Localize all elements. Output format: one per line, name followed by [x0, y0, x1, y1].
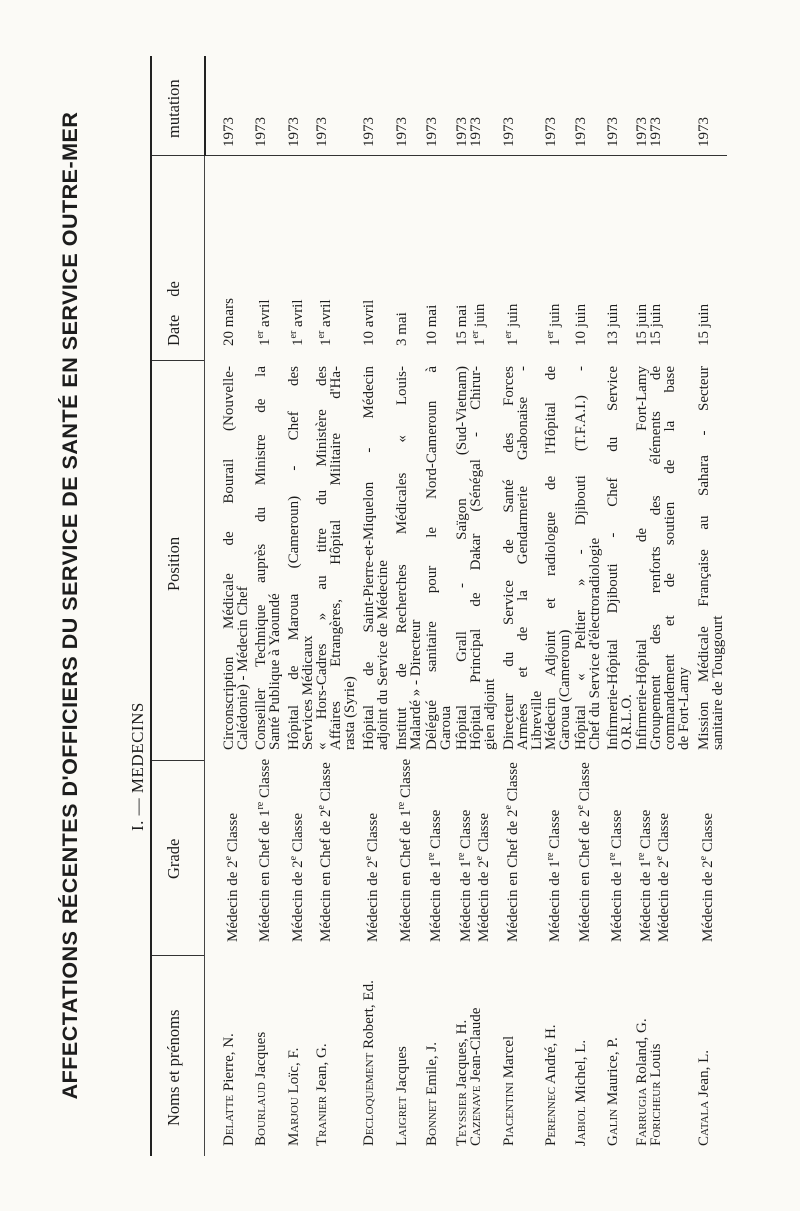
- cell-name: [287, 966, 301, 1146]
- date-line: 13 juin: [605, 303, 621, 346]
- header-rule: [204, 56, 206, 156]
- cell-position: [222, 366, 250, 750]
- date-line: 1er avril: [316, 299, 334, 346]
- name-line: Decloquement Robert, Ed.: [361, 980, 377, 1146]
- assignments-table: [150, 56, 732, 1156]
- cell-date: [287, 246, 305, 346]
- position-line: Hôpital Principal de Dakar (Sénégal - Chirur-: [468, 366, 484, 750]
- grade-line: Médecin de 1re Classe: [456, 809, 474, 942]
- cell-position: [635, 366, 691, 750]
- position-line: Hôpital de Maroua (Cameroun) - Chef des: [286, 366, 302, 750]
- position-line: Garoua: [438, 705, 454, 750]
- cell-date: [395, 246, 409, 346]
- position-line: Libreville: [529, 690, 545, 750]
- name-line: Tranier Jean, G.: [314, 1043, 330, 1146]
- mutation-line: 1973: [394, 117, 410, 147]
- grade-line: Médecin en Chef de 2e Classe: [503, 762, 521, 942]
- column-rule: [152, 760, 204, 761]
- date-line: 3 mai: [394, 312, 410, 346]
- position-line: Affaires Etrangères, Hôpital Militaire d'Ha-: [328, 366, 344, 750]
- cell-name: [315, 966, 329, 1146]
- cell-position: [544, 366, 572, 750]
- cell-grade: [254, 758, 273, 942]
- cell-grade: [606, 762, 624, 942]
- cell-position: [502, 366, 544, 750]
- date-line: 15 juin: [696, 303, 712, 346]
- column-rule: [152, 955, 204, 956]
- grade-line: Médecin de 1re Classe: [636, 809, 654, 942]
- position-line: Mission Médicale Française au Sahara - Secteur: [696, 366, 712, 750]
- grade-line: Médecin en Chef de 2e Classe: [575, 762, 593, 942]
- mutation-line: 1973: [424, 117, 440, 147]
- cell-name: [254, 966, 268, 1146]
- header-position: Position: [164, 536, 183, 591]
- position-line: Groupement des renforts des éléments de: [648, 366, 664, 750]
- header-rule: [204, 156, 205, 1156]
- column-rule: [152, 360, 204, 361]
- cell-position: [455, 366, 497, 750]
- name-line: Piacentini Marcel: [501, 1035, 517, 1146]
- date-line: 1er avril: [288, 299, 306, 346]
- cell-grade: [544, 762, 562, 942]
- cell-grade: [697, 762, 715, 942]
- grade-line: Médecin de 2e Classe: [654, 812, 672, 942]
- mutation-line: 1973: [696, 117, 712, 147]
- cell-name: [362, 966, 376, 1146]
- cell-grade: [425, 762, 443, 942]
- cell-mutation: [544, 67, 558, 147]
- cell-date: [222, 246, 236, 346]
- position-line: de Fort-Lamy: [676, 667, 692, 750]
- cell-position: [606, 366, 634, 750]
- position-line: Chef du Service d'électroradiologie: [587, 537, 603, 750]
- cell-date: [315, 246, 333, 346]
- section-heading: I. — MEDECINS: [128, 702, 147, 831]
- cell-date: [544, 246, 562, 346]
- name-line: Laigret Jacques: [394, 1046, 410, 1146]
- name-line: Perennec André, H.: [543, 1024, 559, 1146]
- position-line: Médecin Adjoint et radiologue de l'Hôpital de: [543, 366, 559, 750]
- cell-grade: [635, 762, 671, 942]
- position-line: Institut de Recherches Médicales « Louis-: [394, 366, 410, 750]
- cell-position: [574, 366, 602, 750]
- position-line: Infirmerie-Hôpital Djibouti - Chef du Service: [605, 366, 621, 750]
- cell-position: [254, 366, 282, 750]
- cell-name: [502, 966, 516, 1146]
- grade-line: Médecin de 1re Classe: [607, 809, 625, 942]
- cell-date: [502, 246, 520, 346]
- cell-grade: [502, 762, 520, 942]
- mutation-line: 1973: [221, 117, 237, 147]
- grade-line: Médecin en Chef de 1re Classe: [396, 758, 414, 942]
- cell-grade: [455, 762, 491, 942]
- cell-position: [395, 366, 423, 750]
- mutation-line: 1973: [314, 117, 330, 147]
- grade-line: Médecin en Chef de 2e Classe: [316, 762, 334, 942]
- cell-mutation: [635, 67, 663, 147]
- cell-date: [574, 246, 588, 346]
- name-line: Bourlaud Jacques: [253, 1031, 269, 1146]
- cell-date: [635, 246, 663, 346]
- name-line: Galin Maurice, P.: [605, 1037, 621, 1146]
- grade-line: Médecin de 1re Classe: [545, 809, 563, 942]
- cell-position: [362, 366, 390, 750]
- cell-mutation: [315, 67, 329, 147]
- position-line: commandement et de soutien de la base: [662, 366, 678, 750]
- mutation-line: 1973: [468, 117, 484, 147]
- cell-name: [635, 966, 663, 1146]
- position-line: Conseiller Technique auprès du Ministre de la: [253, 366, 269, 750]
- grade-line: Médecin de 2e Classe: [288, 812, 306, 942]
- cell-grade: [287, 762, 305, 942]
- date-line: 1er juin: [470, 303, 488, 346]
- position-line: Garoua (Cameroun): [557, 629, 573, 750]
- position-line: Armées et de la Gendarmerie Gabonaise -: [515, 366, 531, 750]
- cell-mutation: [395, 67, 409, 147]
- grade-line: Médecin de 1re Classe: [426, 809, 444, 942]
- date-line: 20 mars: [221, 298, 237, 346]
- name-line: Jabiol Michel, L.: [573, 1039, 589, 1146]
- date-line: 1er juin: [545, 303, 563, 346]
- header-grade: Grade: [164, 838, 183, 879]
- cell-mutation: [362, 67, 376, 147]
- mutation-line: 1973: [361, 117, 377, 147]
- cell-mutation: [254, 67, 268, 147]
- grade-line: Médecin de 2e Classe: [698, 812, 716, 942]
- cell-grade: [362, 762, 380, 942]
- position-line: Délégué sanitaire pour le Nord-Cameroun à: [424, 366, 440, 750]
- mutation-line: 1973: [605, 117, 621, 147]
- header-name: Noms et prénoms: [164, 1009, 183, 1126]
- cell-name: [606, 966, 620, 1146]
- cell-name: [395, 966, 409, 1146]
- date-line: 15 juin: [648, 303, 664, 346]
- header-mutation: mutation: [164, 79, 183, 138]
- cell-grade: [574, 762, 592, 942]
- grade-line: Médecin de 2e Classe: [363, 812, 381, 942]
- name-line: Farrugia Roland, G.: [634, 1018, 650, 1146]
- cell-mutation: [455, 67, 483, 147]
- cell-date: [362, 246, 376, 346]
- date-line: 10 avril: [361, 299, 377, 346]
- name-line: Bonnet Emile, J.: [424, 1042, 440, 1146]
- cell-position: [287, 366, 315, 750]
- grade-line: Médecin en Chef de 1re Classe: [255, 758, 273, 942]
- date-line: 1er juin: [503, 303, 521, 346]
- cell-position: [425, 366, 453, 750]
- position-line: Hôpital « Peltier » - Djibouti (T.F.A.I.) -: [573, 366, 589, 750]
- cell-name: [574, 966, 588, 1146]
- name-line: Delatte Pierre, N.: [221, 1033, 237, 1146]
- cell-mutation: [222, 67, 236, 147]
- position-line: Infirmerie-Hôpital de Fort-Lamy: [634, 366, 650, 750]
- cell-mutation: [425, 67, 439, 147]
- cell-name: [425, 966, 439, 1146]
- name-line: Cazenave Jean-Claude: [468, 1007, 484, 1146]
- date-line: 15 juin: [634, 303, 650, 346]
- page-title: AFFECTATIONS RÉCENTES D'OFFICIERS DU SERVICE DE SANTÉ EN SERVICE OUTRE-MER: [58, 111, 82, 1100]
- name-line: Catala Jean, L.: [696, 1049, 712, 1146]
- position-line: Hôpital Grall - Saïgon (Sud-Vietnam): [454, 366, 470, 750]
- position-line: Malardé » - Directeur: [408, 619, 424, 750]
- position-line: Services Médicaux: [300, 635, 316, 750]
- position-line: rasta (Syrie): [342, 676, 358, 750]
- cell-grade: [222, 762, 240, 942]
- position-line: Circonscription Médicale de Bourail (Nouvelle-: [221, 366, 237, 750]
- position-line: « Hors-Cadres » au titre du Ministère des: [314, 366, 330, 750]
- mutation-line: 1973: [648, 117, 664, 147]
- cell-mutation: [697, 67, 711, 147]
- position-line: gien adjoint: [482, 678, 498, 750]
- cell-name: [697, 966, 711, 1146]
- name-line: Foricheur Louis: [648, 1043, 664, 1146]
- date-line: 15 mai: [454, 304, 470, 346]
- column-rule: [152, 155, 727, 156]
- position-line: Directeur du Service de Santé des Forces: [501, 366, 517, 750]
- cell-grade: [315, 762, 333, 942]
- mutation-line: 1973: [634, 117, 650, 147]
- cell-mutation: [606, 67, 620, 147]
- date-line: 10 juin: [573, 303, 589, 346]
- mutation-line: 1973: [286, 117, 302, 147]
- cell-name: [222, 966, 236, 1146]
- mutation-line: 1973: [501, 117, 517, 147]
- grade-line: Médecin de 2e Classe: [474, 812, 492, 942]
- position-line: Calédonie) - Médecin Chef: [235, 586, 251, 750]
- position-line: sanitaire de Touggourt: [710, 615, 726, 750]
- name-line: Teyssier Jacques, H.: [454, 1019, 470, 1146]
- date-line: 1er avril: [255, 299, 273, 346]
- cell-position: [315, 366, 357, 750]
- cell-position: [697, 366, 725, 750]
- mutation-line: 1973: [543, 117, 559, 147]
- position-line: Hôpital de Saint-Pierre-et-Miquelon - Médecin: [361, 366, 377, 750]
- grade-line: Médecin de 2e Classe: [223, 812, 241, 942]
- cell-date: [425, 246, 439, 346]
- position-line: O.R.L.O.: [619, 694, 635, 750]
- cell-grade: [395, 758, 414, 942]
- position-line: Santé Publique à Yaoundé: [267, 593, 283, 750]
- cell-mutation: [287, 67, 301, 147]
- mutation-line: 1973: [454, 117, 470, 147]
- cell-name: [455, 966, 483, 1146]
- header-date: Date de: [164, 281, 183, 346]
- date-line: 10 mai: [424, 304, 440, 346]
- cell-date: [697, 246, 711, 346]
- cell-date: [254, 246, 272, 346]
- mutation-line: 1973: [253, 117, 269, 147]
- cell-date: [455, 246, 487, 346]
- cell-mutation: [574, 67, 588, 147]
- mutation-line: 1973: [573, 117, 589, 147]
- position-line: adjoint du Service de Médecine: [375, 560, 391, 750]
- name-line: Marjou Loïc, F.: [286, 1047, 302, 1146]
- cell-date: [606, 246, 620, 346]
- cell-mutation: [502, 67, 516, 147]
- cell-name: [544, 966, 558, 1146]
